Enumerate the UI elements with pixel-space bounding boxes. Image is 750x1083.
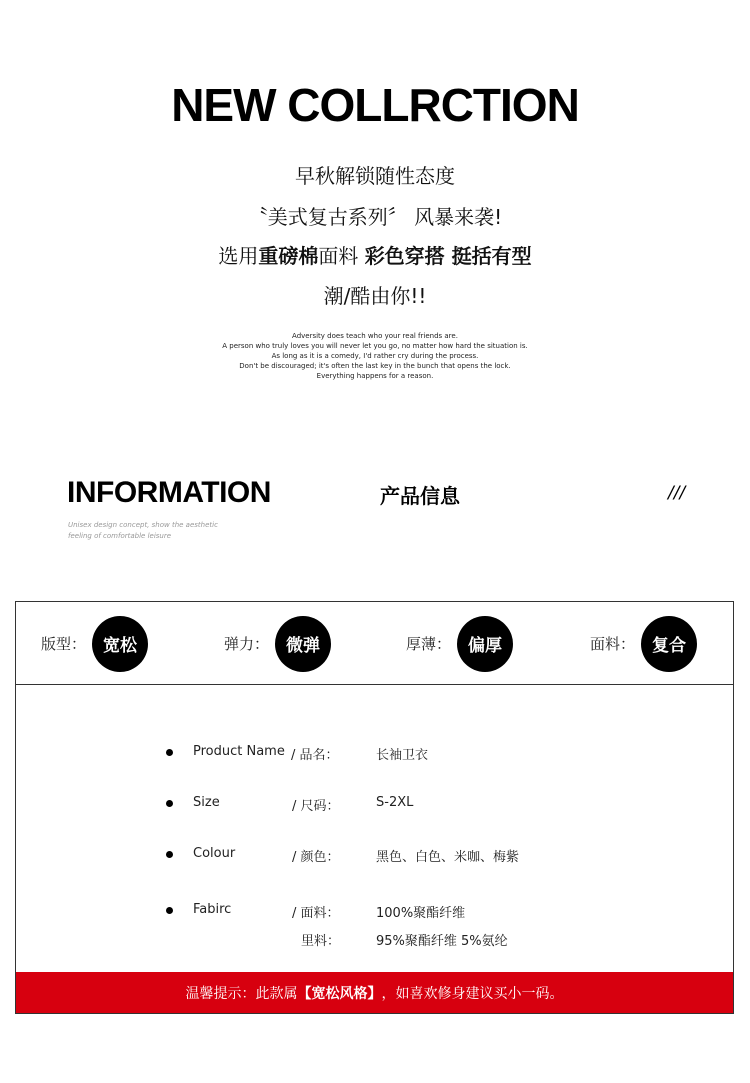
spec-label: 里料： [301,934,341,949]
attribute-thickness [406,602,513,685]
quote-line: Everything happens for a reason. [316,372,434,380]
attribute-badge: 复合 [641,616,697,672]
attribute-fit [41,602,148,685]
attribute-label: 弹力： [224,635,270,653]
spec-row-fabric [16,899,733,923]
attribute-row [16,602,733,685]
spec-value: 长袖卫衣 [376,748,429,763]
spec-value: S-2XL [376,795,414,810]
attribute-badge: 宽松 [92,616,148,672]
spec-sep: / 尺码： [292,799,340,814]
intro-line-1: 早秋解锁随性态度 [295,164,455,188]
subtitle-line: feeling of comfortable leisure [68,532,172,540]
notice-text-b: 【宽松风格】 [297,985,382,1002]
intro-line-4: 潮/酷由你!! [323,284,427,308]
attribute-elasticity [224,602,331,685]
information-title-cn: 产品信息 [380,484,460,508]
bullet-icon [166,749,173,756]
intro-line-3-c: 面料 [318,244,365,268]
spec-value: 95%聚酯纤维 5%氨纶 [376,934,508,949]
notice-banner [16,972,733,1013]
product-info-box [15,601,734,1014]
attribute-badge: 微弹 [275,616,331,672]
attribute-fabric [590,602,697,685]
headline: NEW COLLRCTION [171,79,579,131]
spec-label: Fabirc [193,902,232,917]
attribute-label: 厚薄： [406,635,452,653]
quote-line: Adversity does teach who your real friends are. [292,332,458,340]
bullet-icon [166,851,173,858]
intro-line-3-d: 彩色穿搭 挺括有型 [364,244,532,268]
attribute-label: 面料： [590,635,636,653]
notice-text-c: ，如喜欢修身建议买小一码。 [381,985,564,1002]
spec-label: Size [193,795,220,810]
notice-text-a: 温馨提示：此款属 [185,985,298,1002]
spec-row-colour [16,843,733,867]
bullet-icon [166,800,173,807]
spec-label: Product Name [193,744,285,759]
quote-line: A person who truly loves you will never let you go, no matter how hard the situation is. [222,342,528,350]
spec-row-lining [16,927,733,951]
spec-sep: / 品名： [291,748,339,763]
spec-label: Colour [193,846,236,861]
slash-decoration: /// [668,483,686,503]
spec-row-name [16,741,733,765]
intro-line-3-a: 选用 [218,244,259,268]
attribute-badge: 偏厚 [457,616,513,672]
intro-line-3-b: 重磅棉 [258,244,319,268]
quote-block [0,331,750,381]
spec-row-size [16,792,733,816]
intro-line-2: 〝美式复古系列〞 风暴来袭! [247,205,503,229]
spec-sep: / 面料： [292,906,340,921]
intro-line-3 [0,240,750,269]
spec-sep: / 颜色： [292,850,340,865]
bullet-icon [166,907,173,914]
quote-line: Don't be discouraged; it's often the last key in the bunch that opens the lock. [239,362,511,370]
spec-value: 100%聚酯纤维 [376,906,466,921]
spec-value: 黑色、白色、米咖、梅紫 [376,850,520,865]
quote-line: As long as it is a comedy, I'd rather cry during the process. [271,352,479,360]
information-subtitle [68,520,218,542]
information-title: INFORMATION [67,476,271,509]
subtitle-line: Unisex design concept, show the aesthetic [68,521,218,529]
attribute-label: 版型： [41,635,87,653]
